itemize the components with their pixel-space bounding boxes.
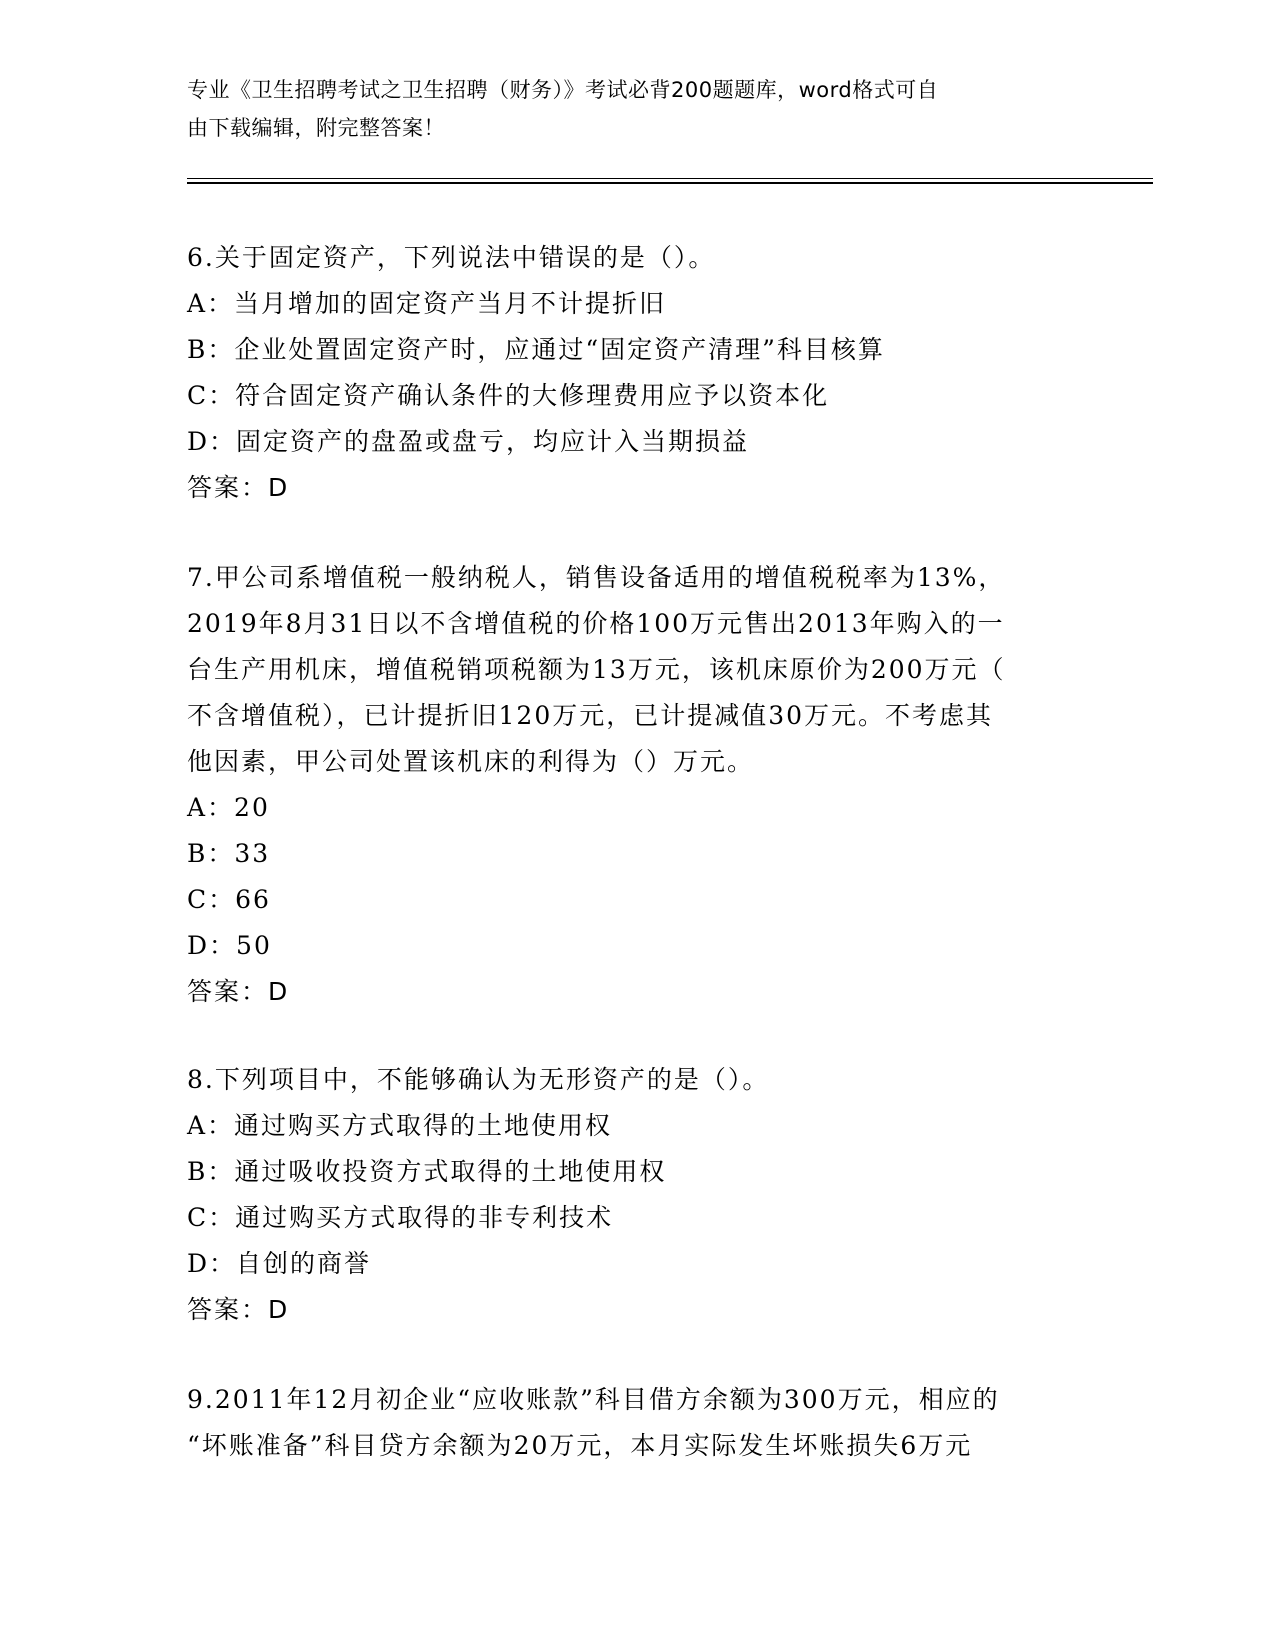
option-c: C：符合固定资产确认条件的大修理费用应予以资本化	[187, 381, 830, 410]
answer: 答案：D	[187, 977, 290, 1006]
question-stem-line: 台生产用机床，增值税销项税额为13万元，该机床原价为200万元（	[187, 655, 1006, 684]
option-d: D：50	[187, 931, 272, 960]
question-stem-line: 不含增值税），已计提折旧120万元，已计提减值30万元。不考虑其	[187, 701, 994, 730]
header-divider-thick	[187, 182, 1153, 184]
question-stem-line: “坏账准备”科目贷方余额为20万元，本月实际发生坏账损失6万元	[187, 1431, 973, 1460]
option-a: A：当月增加的固定资产当月不计提折旧	[187, 289, 667, 318]
question-stem-line: 9.2011年12月初企业“应收账款”科目借方余额为300万元，相应的	[187, 1385, 1000, 1414]
option-b: B：通过吸收投资方式取得的土地使用权	[187, 1157, 667, 1186]
option-b: B：企业处置固定资产时，应通过“固定资产清理”科目核算	[187, 335, 885, 364]
header-title-line-2: 由下载编辑，附完整答案！	[187, 116, 445, 140]
option-d: D：固定资产的盘盈或盘亏，均应计入当期损益	[187, 427, 750, 456]
answer: 答案：D	[187, 1295, 290, 1324]
option-d: D：自创的商誉	[187, 1249, 372, 1278]
question-9	[187, 1377, 1087, 1469]
question-stem-line: 8.下列项目中，不能够确认为无形资产的是（）。	[187, 1065, 770, 1094]
header-divider-thin	[187, 178, 1153, 179]
question-stem-line: 7.甲公司系增值税一般纳税人，销售设备适用的增值税税率为13%，	[187, 563, 1006, 592]
question-6	[187, 235, 1087, 511]
answer: 答案：D	[187, 473, 290, 502]
document-header	[187, 71, 1067, 147]
question-8	[187, 1057, 1087, 1333]
question-stem-line: 6.关于固定资产，下列说法中错误的是（）。	[187, 243, 716, 272]
header-title-line-1: 专业《卫生招聘考试之卫生招聘（财务）》考试必背200题题库，word格式可自	[187, 78, 939, 102]
option-a: A：通过购买方式取得的土地使用权	[187, 1111, 613, 1140]
question-stem-line: 2019年8月31日以不含增值税的价格100万元售出2013年购入的一	[187, 609, 1005, 638]
option-a: A：20	[187, 793, 270, 822]
option-c: C：66	[187, 885, 271, 914]
question-stem-line: 他因素，甲公司处置该机床的利得为（）万元。	[187, 747, 755, 776]
question-7	[187, 555, 1087, 1015]
option-c: C：通过购买方式取得的非专利技术	[187, 1203, 614, 1232]
option-b: B：33	[187, 839, 271, 868]
